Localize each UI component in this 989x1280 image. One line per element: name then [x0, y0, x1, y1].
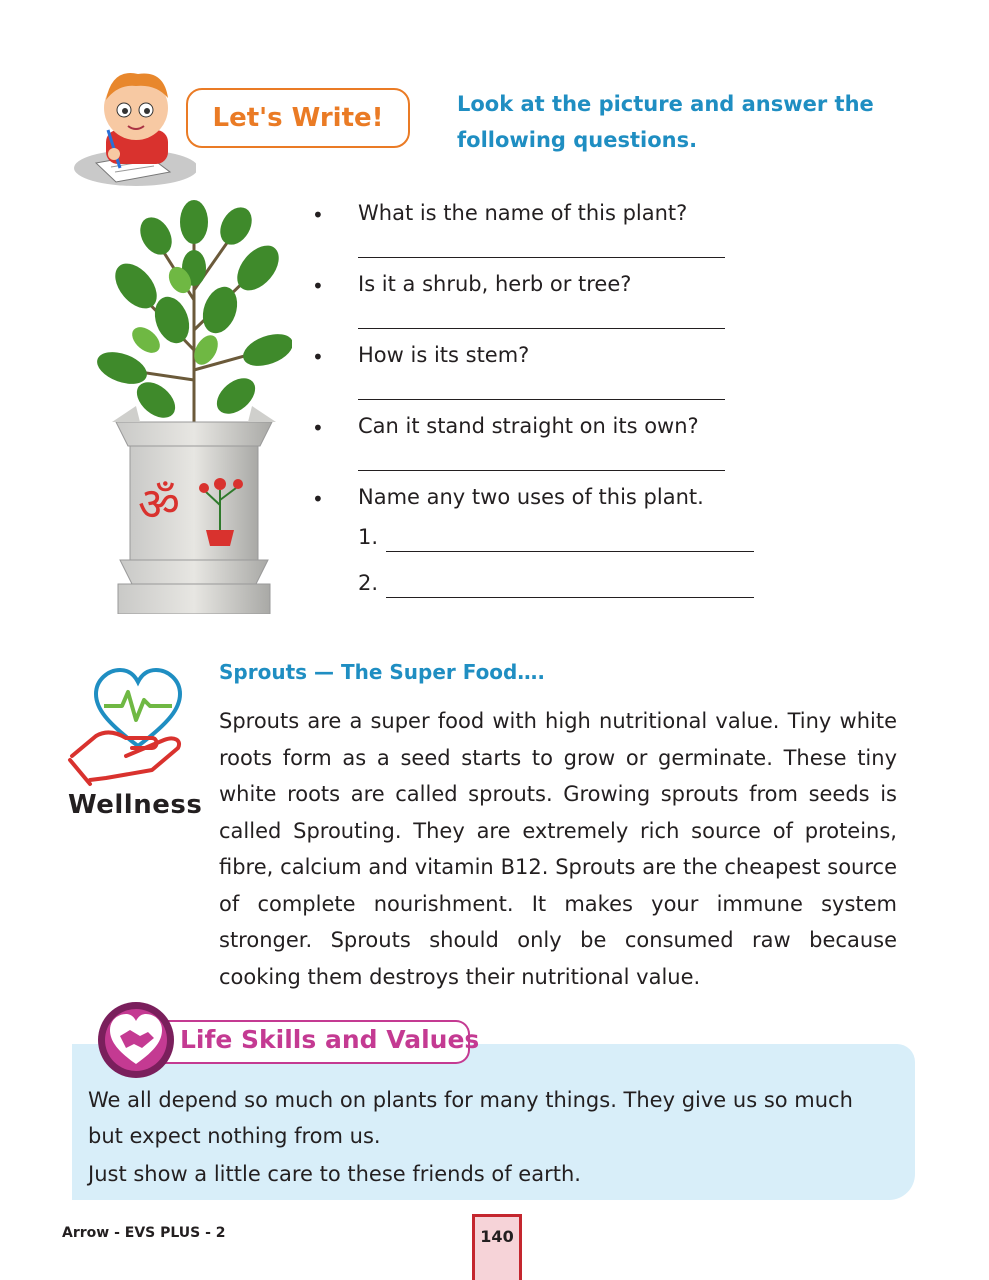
life-skills-line-2: but expect nothing from us.	[88, 1124, 381, 1148]
answer-line[interactable]	[386, 551, 754, 552]
wellness-icon	[66, 660, 196, 788]
lets-write-instruction	[457, 86, 927, 158]
answer-number: 1.	[358, 525, 379, 549]
handshake-heart-icon	[96, 1000, 176, 1080]
instruction-line-1: Look at the picture and answer the	[457, 92, 874, 116]
answer-line[interactable]	[358, 399, 725, 400]
page-number-text: 140	[480, 1227, 514, 1246]
answer-line[interactable]	[358, 328, 725, 329]
answer-line[interactable]	[358, 257, 725, 258]
question-text: Name any two uses of this plant.	[358, 485, 704, 509]
question-item	[312, 481, 782, 521]
book-title: Arrow - EVS PLUS - 2	[62, 1225, 226, 1241]
question-text: Is it a shrub, herb or tree?	[358, 272, 632, 296]
tulsi-plant-image	[96, 200, 292, 614]
sprouts-paragraph: Sprouts are a super food with high nutritional value. Tiny white roots form as a seed starts to grow or germinate. These tiny white roots are called sprouts. Growing sprouts from seeds is called Sprouting. They are extremely rich source of proteins, fibre, calcium and vitamin B12. Sprouts are the cheapest source of complete nourishment. It makes your immune system stronger. Sprouts should only be consumed raw because cooking them destroys their nutritional value.	[219, 709, 897, 989]
instruction-line-2: following questions.	[457, 128, 698, 152]
question-item	[312, 410, 782, 481]
answer-line[interactable]	[386, 597, 754, 598]
life-skills-line-3: Just show a little care to these friends of earth.	[88, 1162, 581, 1186]
wellness-label: Wellness	[68, 790, 203, 820]
sprouts-title: Sprouts — The Super Food….	[219, 660, 545, 684]
bullet: •	[312, 274, 324, 298]
boy-writing-illustration	[66, 68, 196, 188]
page-number	[472, 1214, 522, 1280]
bullet: •	[312, 203, 324, 227]
answer-row-2	[312, 567, 782, 613]
life-skills-title: Life Skills and Values	[180, 1025, 480, 1054]
question-text: Can it stand straight on its own?	[358, 414, 699, 438]
svg-text:ॐ: ॐ	[138, 477, 180, 531]
bullet: •	[312, 345, 324, 369]
question-item	[312, 197, 782, 268]
question-text: How is its stem?	[358, 343, 530, 367]
question-item	[312, 268, 782, 339]
question-item	[312, 339, 782, 410]
bullet: •	[312, 416, 324, 440]
bullet: •	[312, 487, 324, 511]
answer-row-1	[312, 521, 782, 567]
answer-line[interactable]	[358, 470, 725, 471]
question-list	[312, 197, 782, 613]
answer-number: 2.	[358, 571, 379, 595]
question-text: What is the name of this plant?	[358, 201, 688, 225]
lets-write-badge: Let's Write!	[186, 88, 410, 148]
life-skills-line-1: We all depend so much on plants for many things. They give us so much	[88, 1088, 853, 1112]
